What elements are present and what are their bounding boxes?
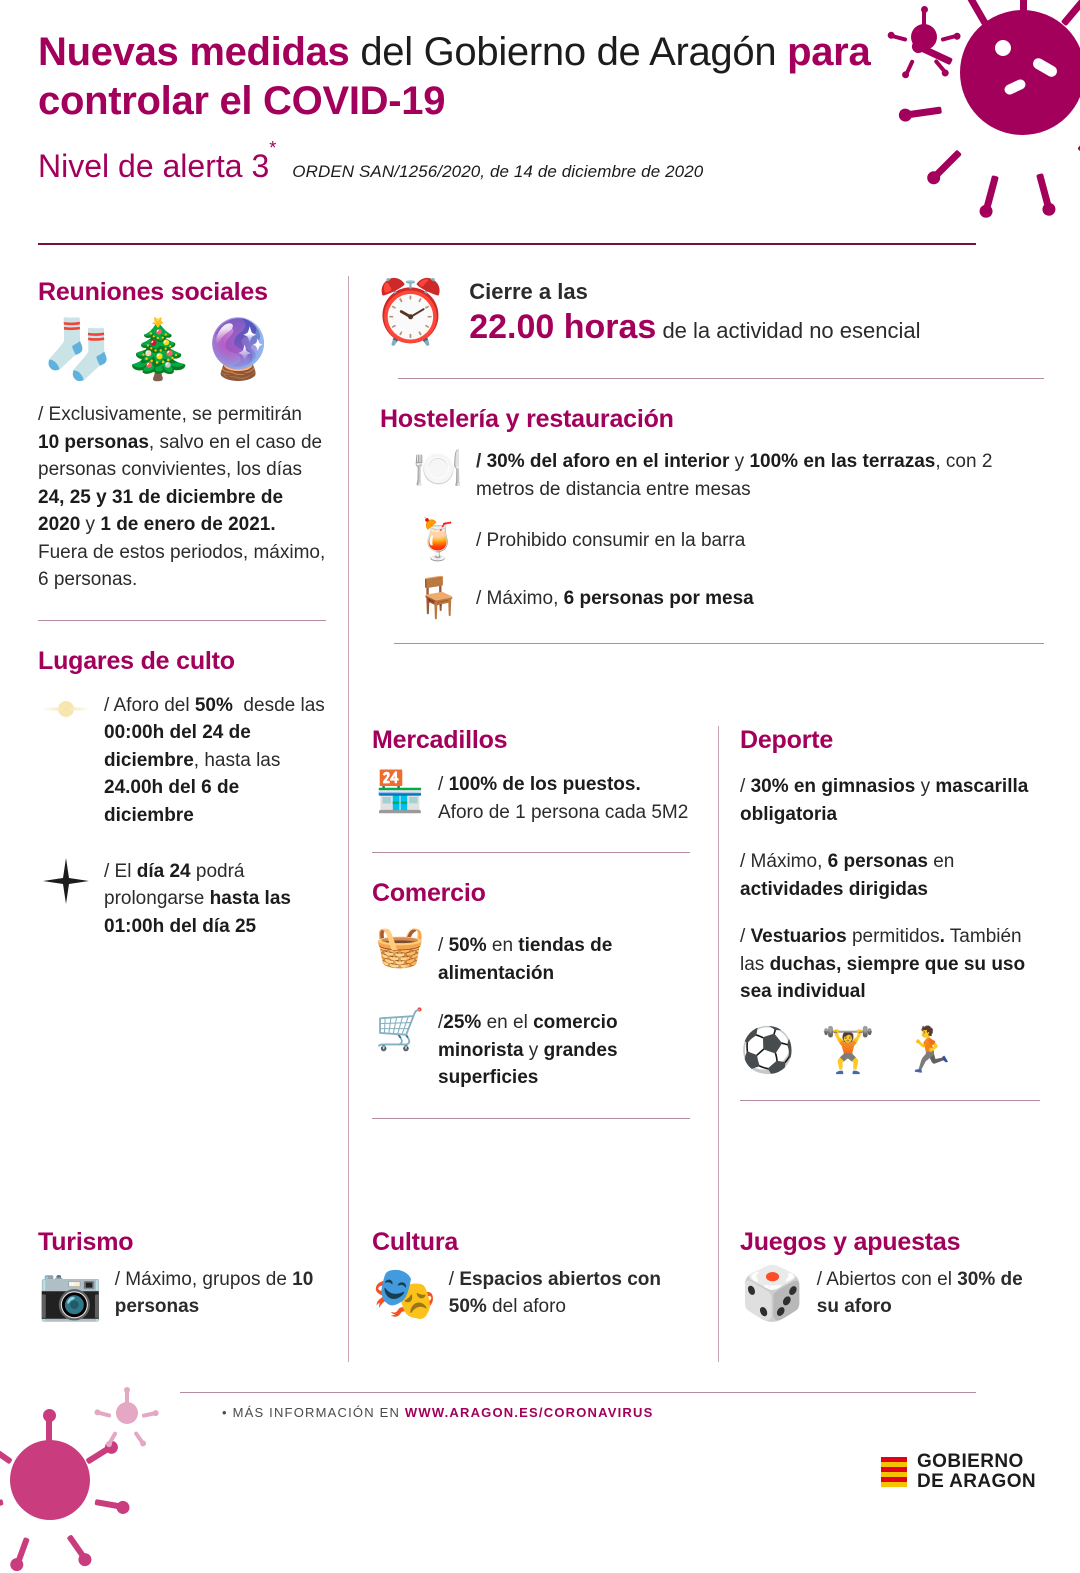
- closing-line1: Cierre a las: [469, 279, 588, 304]
- page-header: [38, 28, 898, 185]
- section-comercio: [372, 879, 690, 1092]
- column-divider-middle: [718, 726, 719, 1362]
- table-chairs-icon: 🪑: [413, 576, 463, 621]
- turismo-item: [38, 1264, 334, 1323]
- shopping-cart-icon: 🛒: [375, 1008, 425, 1053]
- mercadillos-item-1-text: / 100% de los puestos. Aforo de 1 persona cada 5M2: [438, 774, 689, 823]
- page-title: [38, 28, 898, 126]
- alert-level-asterisk: *: [269, 137, 277, 158]
- star-icon: [38, 858, 94, 941]
- alarm-clock-icon: ⏰: [372, 278, 450, 347]
- camera-icon: 📷: [38, 1264, 103, 1323]
- hosteleria-list: [380, 448, 1044, 619]
- rule-left-1: [38, 620, 326, 621]
- mercadillos-item-1: [372, 771, 690, 826]
- comercio-item-2-text: /25% en el comercio minorista y grandes superficies: [438, 1012, 618, 1089]
- reuniones-text: / Exclusivamente, se permitirán 10 personas, salvo en el caso de personas convivientes, los días 24, 25 y 31 de diciembre de 2020 y 1 de enero de 2021. Fuera de estos periodos, máximo, 6 personas.: [38, 404, 326, 591]
- closing-hours: 22.00 horas: [469, 307, 657, 346]
- culto-item-2-text: / El día 24 podrá prolongarse hasta las 01:00h del día 25: [104, 860, 291, 937]
- rule-mid-2: [372, 1118, 690, 1119]
- section-title-mercadillos: Mercadillos: [372, 726, 508, 754]
- virus-illustration-small-top: [895, 8, 955, 68]
- section-title-hosteleria: Hostelería y restauración: [380, 405, 674, 433]
- juegos-text: / Abiertos con el 30% de su aforo: [816, 1269, 1023, 1317]
- closing-rest: de la actividad no esencial: [656, 317, 921, 343]
- gov-line-2: DE ARAGON: [916, 1470, 1036, 1492]
- hosteleria-item-2: [410, 519, 1044, 561]
- title-highlight-2: para controlar el COVID-19: [38, 30, 871, 124]
- alert-level-text: Nivel de alerta 3: [38, 148, 270, 185]
- section-mercadillos: [372, 726, 690, 826]
- culto-item-2: [38, 858, 326, 941]
- footer-url[interactable]: WWW.ARAGON.ES/CORONAVIRUS: [404, 1405, 654, 1420]
- footer-divider: [180, 1392, 976, 1393]
- footer-info-prefix: MÁS INFORMACIÓN EN: [232, 1405, 405, 1420]
- column-divider-left: [348, 276, 349, 1362]
- title-plain: del Gobierno de Aragón: [349, 30, 788, 74]
- aragon-flag-icon: [881, 1457, 907, 1487]
- rule-top-2: [394, 643, 1044, 644]
- section-cultura: [372, 1228, 690, 1323]
- sunrise-icon: [38, 692, 94, 830]
- juegos-item: [740, 1264, 1040, 1323]
- hosteleria-item-1-text: / 30% del aforo en el interior y 100% en las terrazas, con 2 metros de distancia entre mesas: [476, 451, 993, 500]
- left-column: [38, 278, 326, 956]
- government-logo-text: [917, 1452, 1036, 1492]
- section-deporte: [740, 726, 1040, 1076]
- rule-top-1: [398, 378, 1044, 379]
- section-title-culto: Lugares de culto: [38, 646, 235, 675]
- order-reference: ORDEN SAN/1256/2020, de 14 de diciembre de 2020: [292, 162, 704, 182]
- virus-illustration-top-right: [900, 0, 1080, 230]
- hosteleria-item-1: [410, 448, 1044, 503]
- food-service-icon: 🍽️: [413, 447, 463, 491]
- theatre-masks-icon: 🎭: [372, 1264, 437, 1323]
- section-turismo: [38, 1228, 334, 1323]
- section-title-deporte: Deporte: [740, 726, 834, 754]
- cultura-text: / Espacios abiertos con 50% del aforo: [448, 1269, 661, 1317]
- section-lugares-de-culto: [38, 647, 326, 940]
- hosteleria-item-3: [410, 577, 1044, 619]
- section-title-comercio: Comercio: [372, 879, 486, 908]
- closing-hours-line: [469, 306, 920, 349]
- alert-level: [38, 137, 277, 185]
- top-right-column: [372, 278, 1044, 660]
- deporte-item-3: / Vestuarios permitidos. También las duchas, siempre que su uso sea individual: [740, 926, 1026, 1003]
- turismo-text: / Máximo, grupos de 10 personas: [114, 1269, 314, 1317]
- dice-icon: 🎲: [740, 1264, 805, 1323]
- comercio-item-1-text: / 50% en tiendas de alimentación: [438, 935, 613, 984]
- footer-bullet: •: [222, 1405, 228, 1420]
- comercio-item-1: [372, 926, 690, 987]
- closing-time-block: [372, 278, 1044, 348]
- section-title-juegos: Juegos y apuestas: [740, 1228, 961, 1256]
- virus-illustration-small-bottom: [100, 1386, 156, 1442]
- hosteleria-item-2-text: / Prohibido consumir en la barra: [476, 530, 746, 552]
- header-divider: [38, 243, 976, 245]
- deporte-item-2: / Máximo, 6 personas en actividades dirigidas: [740, 851, 955, 900]
- food-basket-icon: 🧺: [375, 925, 425, 970]
- deporte-item-1: / 30% en gimnasios y mascarilla obligatoria: [740, 776, 1029, 825]
- culto-item-1: [38, 692, 326, 830]
- government-logo: [881, 1452, 1036, 1492]
- gov-line-1: GOBIERNO: [916, 1451, 1024, 1472]
- middle-column: [372, 726, 690, 1135]
- section-title-reuniones: Reuniones sociales: [38, 278, 268, 306]
- hosteleria-item-3-text: / Máximo, 6 personas por mesa: [476, 588, 754, 610]
- footer-info: [222, 1405, 653, 1420]
- rule-mid-1: [372, 852, 690, 853]
- sport-icons: ⚽🏋️🏃: [740, 1025, 983, 1075]
- section-title-turismo: Turismo: [38, 1228, 134, 1256]
- cocktail-icon: 🍹: [413, 518, 463, 563]
- cultura-item: [372, 1264, 690, 1323]
- culto-item-1-text: / Aforo del 50% desde las 00:00h del 24 de diciembre, hasta las 24.00h del 6 de diciembre: [104, 694, 325, 827]
- comercio-item-2: [372, 1009, 690, 1092]
- rule-right-1: [740, 1100, 1040, 1101]
- section-reuniones-sociales: [38, 278, 326, 594]
- christmas-icons: 🧦🎄🔮: [42, 317, 283, 382]
- right-column: [740, 726, 1040, 1117]
- section-juegos-apuestas: [740, 1228, 1040, 1323]
- section-hosteleria: [380, 405, 1044, 619]
- subtitle-row: [38, 137, 898, 185]
- market-stall-icon: 🏪: [375, 770, 425, 814]
- virus-illustration-bottom-left: [0, 1390, 160, 1540]
- title-highlight-1: Nuevas medidas: [38, 30, 350, 74]
- closing-text: [469, 278, 920, 348]
- section-title-cultura: Cultura: [372, 1228, 459, 1256]
